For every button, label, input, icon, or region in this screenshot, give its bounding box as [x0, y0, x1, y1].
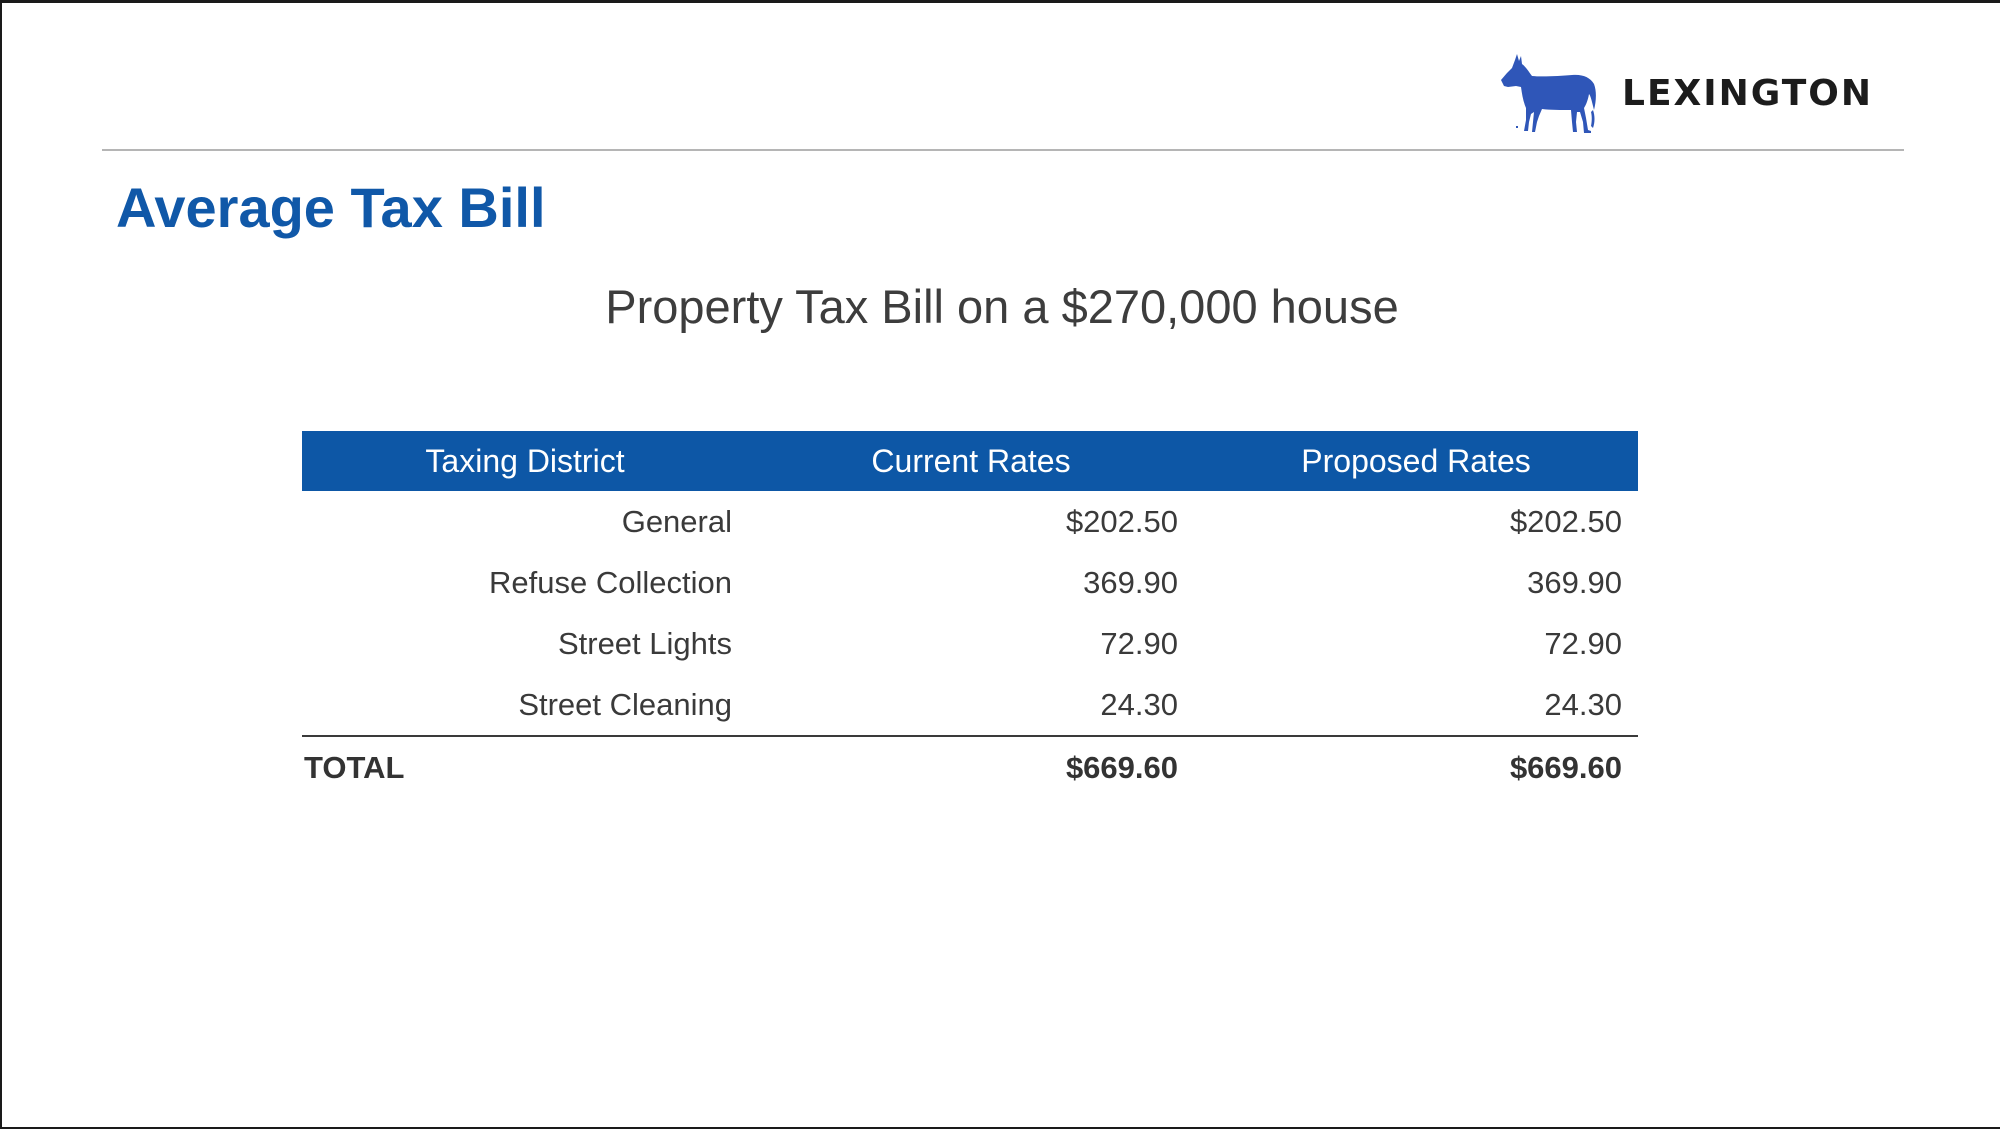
- table-row: [302, 674, 1638, 736]
- brand-name: LEXINGTON: [1622, 72, 1874, 114]
- header-current-rates: Current Rates: [748, 431, 1194, 491]
- proposed-rate: 72.90: [1544, 625, 1622, 661]
- total-proposed: $669.60: [1194, 736, 1638, 798]
- proposed-rate: 24.30: [1544, 686, 1622, 722]
- district-name: Refuse Collection: [489, 564, 732, 600]
- current-rate: $202.50: [1065, 503, 1178, 539]
- table-header-row: [302, 431, 1638, 491]
- district-name: General: [621, 503, 732, 539]
- table-title: Property Tax Bill on a $270,000 house: [605, 280, 1399, 333]
- header-divider: [102, 149, 1904, 151]
- header-proposed-rates: Proposed Rates: [1194, 431, 1638, 491]
- page-title: Average Tax Bill: [116, 176, 546, 239]
- current-rate: 369.90: [1083, 564, 1178, 600]
- brand-logo: [1498, 50, 1882, 136]
- total-label: TOTAL: [302, 736, 748, 798]
- total-row: [302, 736, 1638, 798]
- current-rate: 24.30: [1100, 686, 1178, 722]
- horse-icon: [1498, 52, 1598, 134]
- header-taxing-district: Taxing District: [302, 431, 748, 491]
- total-current: $669.60: [748, 736, 1194, 798]
- tax-bill-table: [302, 431, 1638, 798]
- district-name: Street Cleaning: [518, 686, 732, 722]
- current-rate: 72.90: [1100, 625, 1178, 661]
- table-row: [302, 613, 1638, 674]
- table-row: [302, 552, 1638, 613]
- table-row: [302, 491, 1638, 552]
- proposed-rate: 369.90: [1527, 564, 1622, 600]
- proposed-rate: $202.50: [1509, 503, 1622, 539]
- district-name: Street Lights: [557, 625, 732, 661]
